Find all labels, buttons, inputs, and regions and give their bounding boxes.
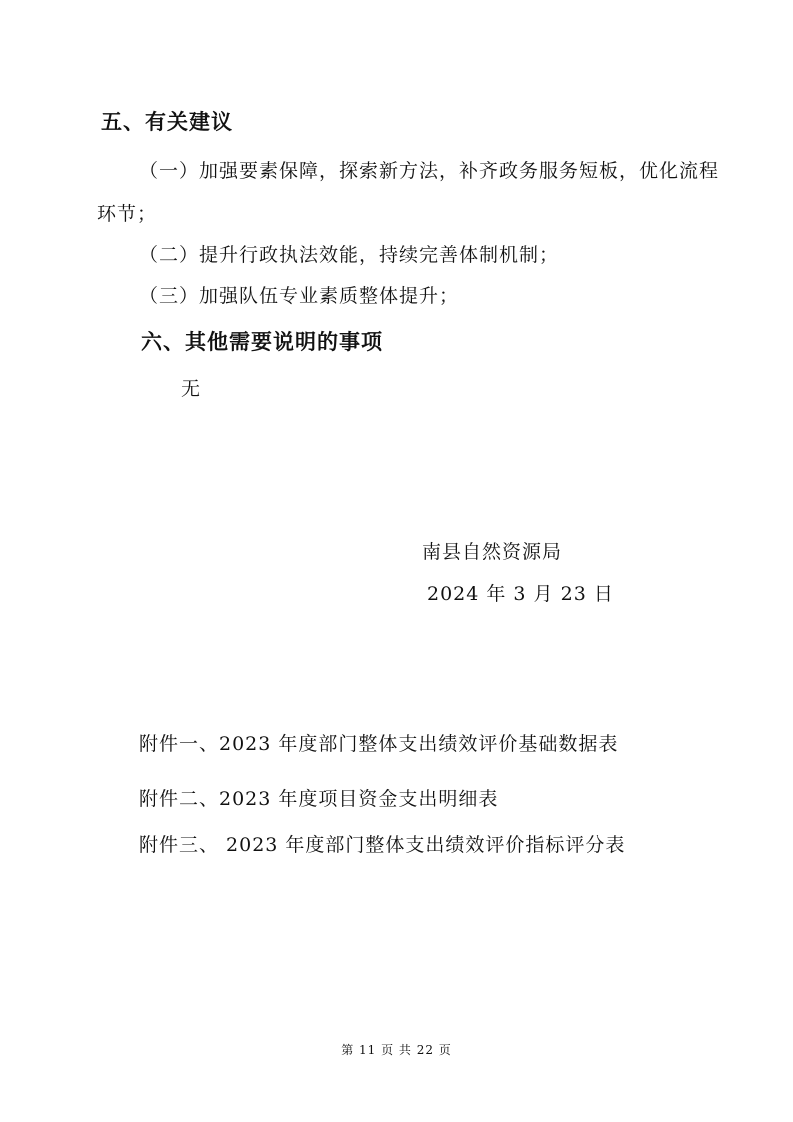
section6-heading: 六、其他需要说明的事项 bbox=[141, 330, 383, 354]
suggestion-item-2: （二）提升行政执法效能，持续完善体制机制； bbox=[139, 244, 560, 266]
suggestion-item-1-line-2: 环节； bbox=[97, 203, 158, 225]
page-number-footer: 第 11 页 共 22 页 bbox=[341, 1043, 452, 1057]
attachment-2: 附件二、2023 年度项目资金支出明细表 bbox=[139, 788, 499, 810]
signature-date: 2024 年 3 月 23 日 bbox=[427, 583, 614, 605]
attachment-1: 附件一、2023 年度部门整体支出绩效评价基础数据表 bbox=[139, 733, 619, 755]
attachment-3: 附件三、 2023 年度部门整体支出绩效评价指标评分表 bbox=[139, 834, 626, 856]
suggestion-item-3: （三）加强队伍专业素质整体提升； bbox=[139, 285, 460, 307]
section5-heading: 五、有关建议 bbox=[101, 110, 233, 134]
suggestion-item-1-line-1: （一）加强要素保障，探索新方法，补齐政务服务短板，优化流程 bbox=[139, 160, 720, 182]
signature-organization: 南县自然资源局 bbox=[422, 541, 563, 563]
section6-content: 无 bbox=[181, 378, 202, 400]
